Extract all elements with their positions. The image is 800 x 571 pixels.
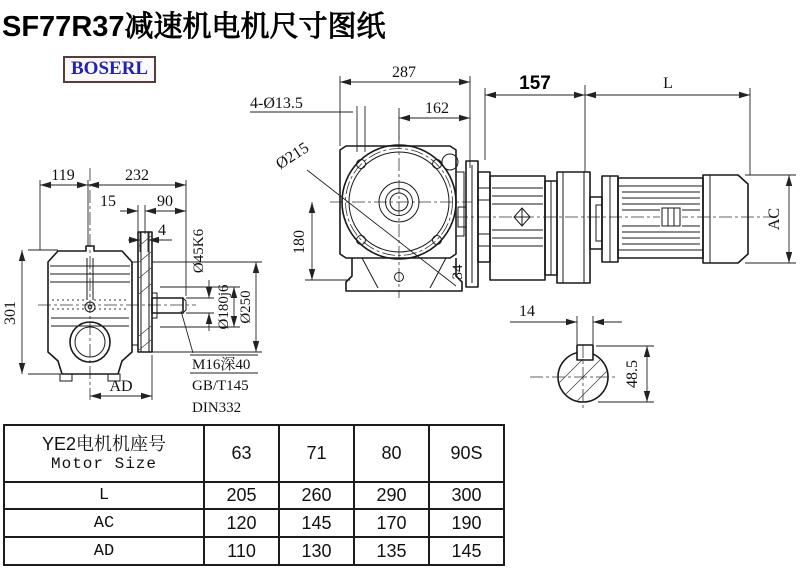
cell-ad-80: 135 xyxy=(354,537,429,565)
note-m16: M16深40 xyxy=(192,357,251,373)
dim-119: 119 xyxy=(51,167,75,184)
cell-l-71: 260 xyxy=(279,482,354,509)
dia-180j6: Ø180j6 xyxy=(216,284,232,330)
dia-215: Ø215 xyxy=(273,139,313,174)
shaft-section-view xyxy=(468,303,702,420)
dim-90: 90 xyxy=(157,193,173,210)
note-gbt145: GB/T145 xyxy=(192,378,249,394)
size-col-80: 80 xyxy=(354,425,429,482)
dim-301: 301 xyxy=(2,301,19,325)
dim-ac: AC xyxy=(766,207,783,231)
table-row-l xyxy=(4,482,504,509)
size-col-90s: 90S xyxy=(429,425,504,482)
dia-250: Ø250 xyxy=(238,290,254,324)
header-motor-size xyxy=(4,425,204,482)
dia-45k6: Ø45K6 xyxy=(191,228,207,274)
dim-48-5: 48.5 xyxy=(624,360,641,388)
dim-4: 4 xyxy=(158,222,166,239)
dim-232: 232 xyxy=(125,167,149,184)
note-din332: DIN332 xyxy=(192,400,242,416)
table-row-ad xyxy=(4,537,504,565)
side-view xyxy=(455,73,796,287)
cell-ad-90s: 145 xyxy=(429,537,504,565)
dim-34: 34 xyxy=(450,264,466,280)
row-label-ac: AC xyxy=(4,509,204,537)
header-en: Motor Size xyxy=(50,455,157,474)
table-header-row xyxy=(4,425,504,482)
page-title: SF77R37减速机电机尺寸图纸 xyxy=(2,11,386,43)
cell-ac-80: 170 xyxy=(354,509,429,537)
motor-size-table xyxy=(3,424,505,566)
header-cn: YE2电机机座号 xyxy=(41,433,167,454)
row-label-ad: AD xyxy=(4,537,204,565)
dim-162: 162 xyxy=(425,100,449,117)
cell-l-63: 205 xyxy=(204,482,279,509)
dim-180: 180 xyxy=(291,230,308,254)
dim-15: 15 xyxy=(100,193,116,210)
table-row-ac xyxy=(4,509,504,537)
cell-l-90s: 300 xyxy=(429,482,504,509)
cell-ac-63: 120 xyxy=(204,509,279,537)
dim-l: L xyxy=(663,75,673,92)
front-view xyxy=(250,64,472,298)
size-col-71: 71 xyxy=(279,425,354,482)
cell-l-80: 290 xyxy=(354,482,429,509)
dim-14: 14 xyxy=(519,303,535,320)
cell-ac-90s: 190 xyxy=(429,509,504,537)
dim-287: 287 xyxy=(392,64,416,81)
cell-ad-63: 110 xyxy=(204,537,279,565)
row-label-l: L xyxy=(4,482,204,509)
dim-157: 157 xyxy=(519,73,551,94)
size-col-63: 63 xyxy=(204,425,279,482)
dim-ad: AD xyxy=(109,378,133,395)
brand-logo: BOSERL xyxy=(63,56,156,83)
cell-ad-71: 130 xyxy=(279,537,354,565)
cell-ac-71: 145 xyxy=(279,509,354,537)
left-view xyxy=(2,167,262,416)
label-holes: 4-Ø13.5 xyxy=(250,95,303,112)
